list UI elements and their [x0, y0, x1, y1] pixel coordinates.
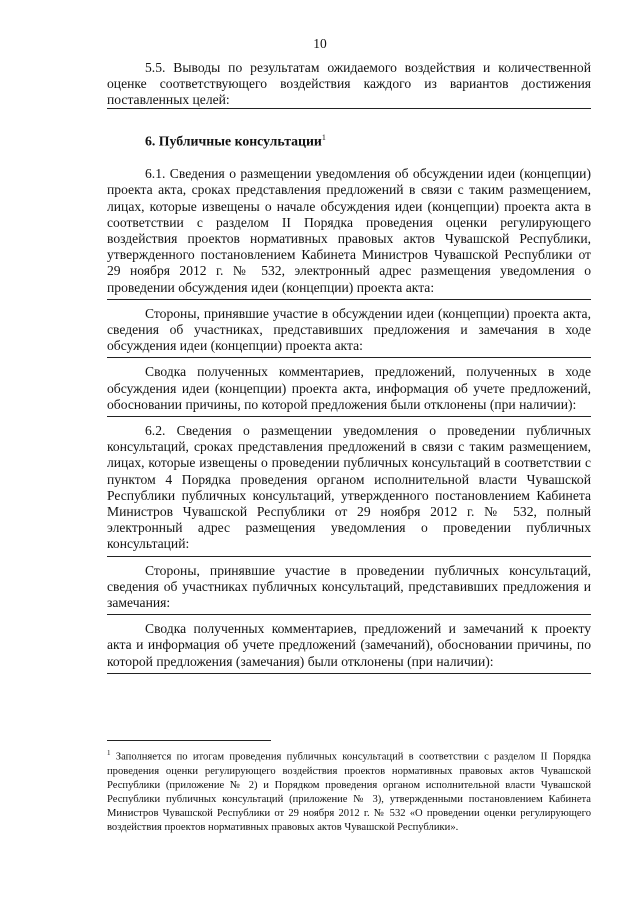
section-5-5-paragraph	[107, 60, 591, 110]
footnote-reference: 1	[321, 132, 326, 142]
section-5-5-text: 5.5. Выводы по результатам ожидаемого воздействия и количественной оценке соответствующего воздействия каждого из вариантов достижения поставленных целей:	[107, 60, 591, 108]
section-6-2-summary-paragraph	[107, 621, 591, 670]
footnote-separator	[107, 740, 271, 741]
section-6-2-parties-text: Стороны, принявшие участие в проведении публичных консультаций, сведения об участниках публичных консультаций, представивших предложения и замечания:	[107, 562, 591, 611]
section-6-1-summary-text: Сводка полученных комментариев, предложений, полученных в ходе обсуждения идеи (концепции) проекта акта, информация об учете предложений, обосновании причины, по которой предложения были отклонены (при наличии):	[107, 364, 591, 412]
section-6-1-summary-paragraph	[107, 364, 591, 413]
fill-in-line	[107, 673, 591, 674]
section-6-2-parties-paragraph	[107, 563, 591, 612]
section-6-heading: 6. Публичные консультации$^1$	[145, 132, 326, 149]
section-6-1-parties-text: Стороны, принявшие участие в обсуждении идеи (концепции) проекта акта, сведения об участниках, представивших предложения и замечания в ходе обсуждения идеи (концепции) проекта акта:	[107, 305, 591, 354]
section-6-1-paragraph	[107, 166, 591, 296]
page-body	[107, 60, 591, 674]
footnote	[107, 746, 591, 835]
section-6-2-summary-text: Сводка полученных комментариев, предложений и замечаний к проекту акта и информация об учете предложений (замечаний), обосновании причины, по которой предложения (замечания) были отклонены (при наличии):	[107, 621, 591, 669]
page-number: 10	[313, 36, 327, 51]
section-6-1-parties-paragraph	[107, 306, 591, 355]
footnote-mark: 1	[107, 749, 111, 757]
section-6-2-paragraph	[107, 423, 591, 553]
section-6-2-text: 6.2. Сведения о размещении уведомления о проведении публичных консультаций, сроках представления предложений в связи с таким размещением, лицах, которые извещены о проведении публичных консультаций в соответствии с пунктом 4 Порядка проведения органом исполнительной власти Чувашской Республики публичных консультаций, утвержденного постановлением Кабинета Министров Чувашской Республики от 29 ноября 2012 г. № 532, полный электронный адрес размещения уведомления о проведении публичных консультаций:	[107, 423, 591, 552]
footnote-text: Заполняется по итогам проведения публичных консультаций в соответствии с разделом II Порядка проведения оценки регулирующего воздействия проектов нормативных правовых актов Чувашской Республики (приложение № 2) и Порядком проведения органом исполнительной власти Чувашской Республики публичных консультаций (приложение № 3), утвержденными постановлением Кабинета Министров Чувашской Республики от 29 ноября 2012 г. № 532 «О проведении оценки регулирующего воздействия проектов нормативных правовых актов Чувашской Республики».	[107, 751, 592, 833]
section-6-1-text: 6.1. Сведения о размещении уведомления об обсуждении идеи (концепции) проекта акта, сроках представления предложений в связи с таким размещением, лицах, которые извещены о начале обсуждения идеи (концепции) проекта акта в соответствии с разделом II Порядка проведения оценки регулирующего воздействия проектов нормативных правовых актов Чувашской Республики, утвержденного постановлением Кабинета Министров Чувашской Республики от 29 ноября 2012 г. № 532, электронный адрес размещения уведомления о проведении обсуждения идеи (концепции) проекта акта:	[107, 166, 591, 295]
